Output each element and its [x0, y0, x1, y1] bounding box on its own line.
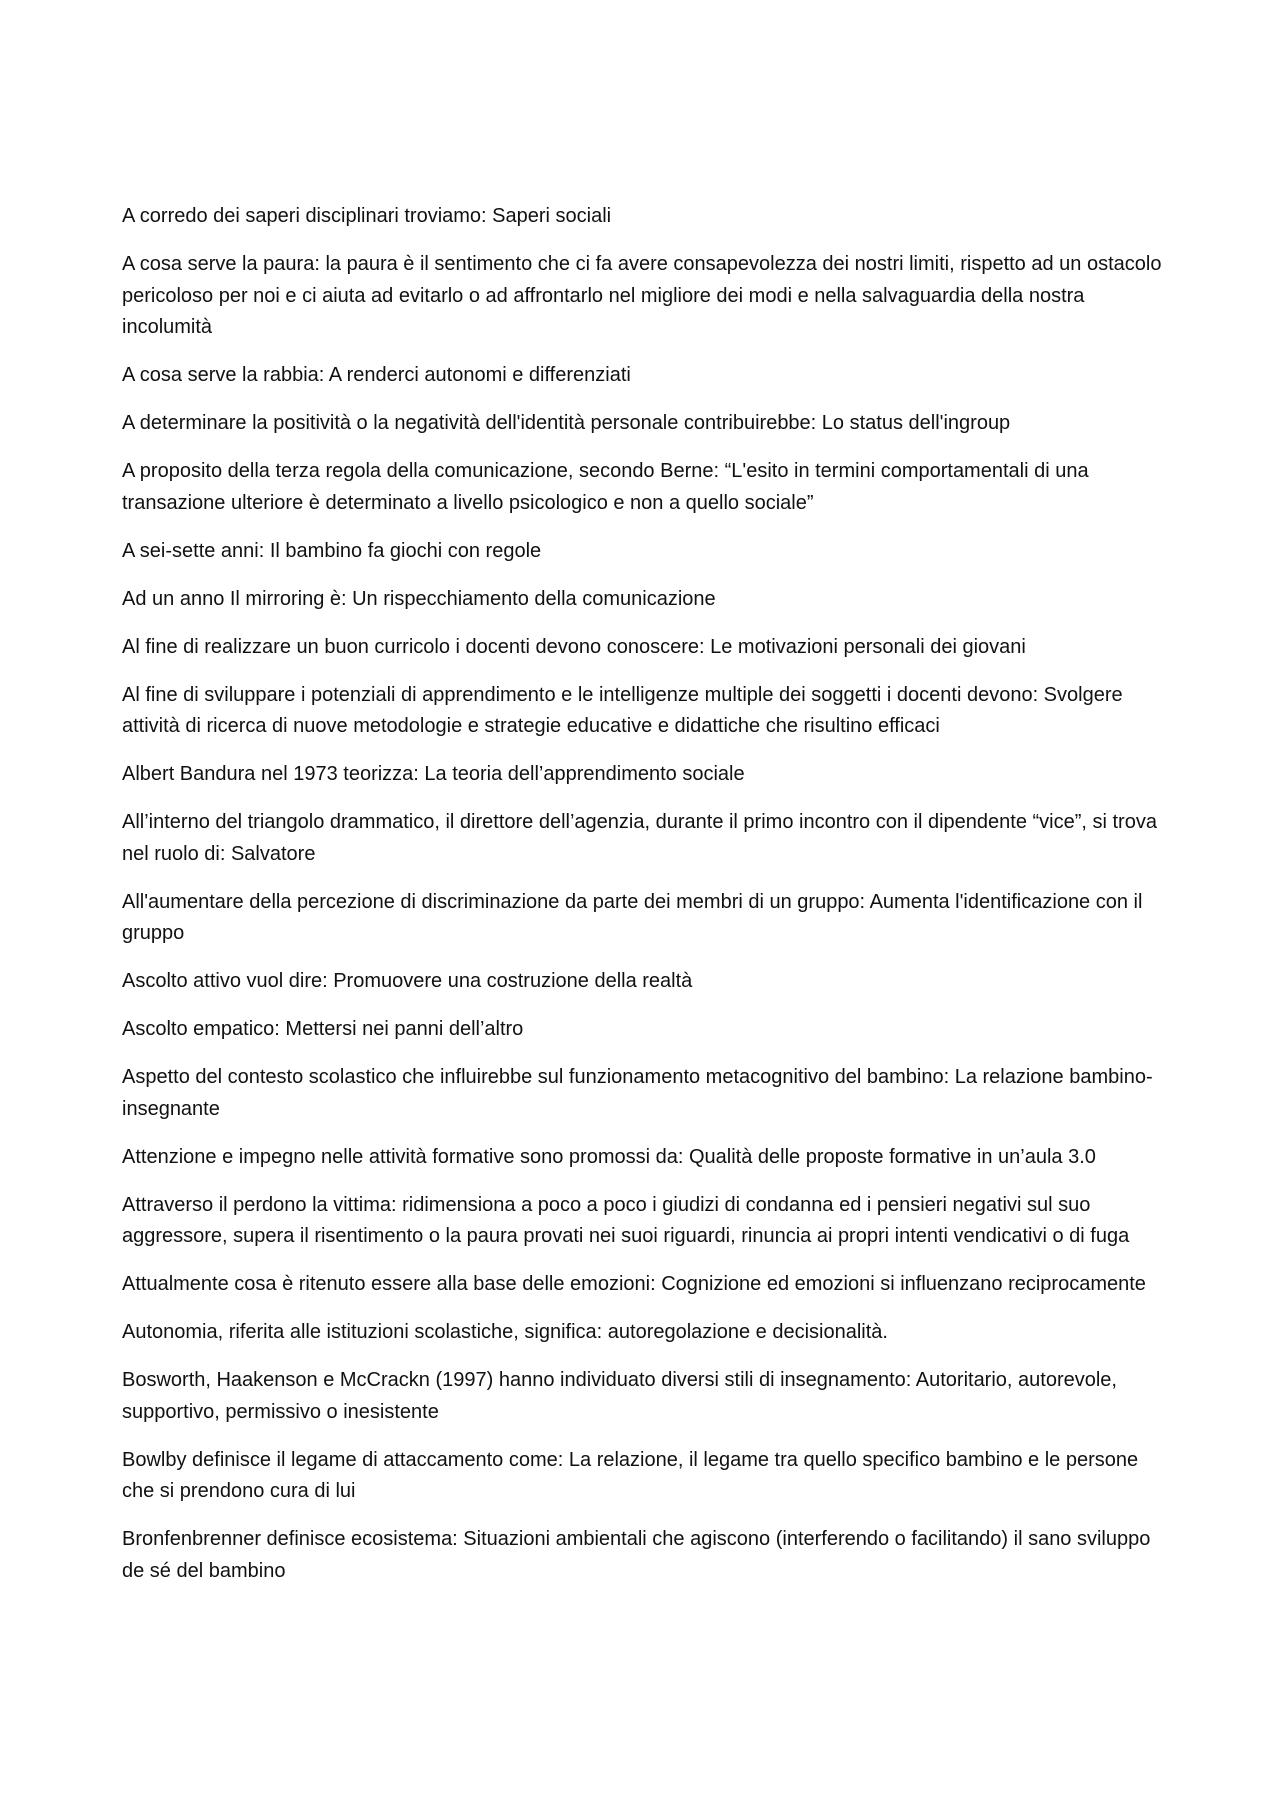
paragraph: Bowlby definisce il legame di attaccamento come: La relazione, il legame tra quello specifico bambino e le persone che si prendono cura di lui	[122, 1448, 1139, 1502]
document-body	[122, 201, 1172, 1604]
paragraph: Al fine di realizzare un buon curricolo i docenti devono conoscere: Le motivazioni personali dei giovani	[122, 635, 1026, 658]
paragraph: A sei-sette anni: Il bambino fa giochi con regole	[122, 539, 542, 562]
paragraph: Autonomia, riferita alle istituzioni scolastiche, significa: autoregolazione e decisionalità.	[122, 1321, 888, 1343]
paragraph: Al fine di sviluppare i potenziali di apprendimento e le intelligenze multiple dei soggetti i docenti devono: Svolgere attività di ricerca di nuove metodologie e strategie educative e didattiche che risultino efficaci	[122, 683, 1123, 737]
paragraph: Ad un anno Il mirroring è: Un rispecchiamento della comunicazione	[122, 587, 716, 610]
paragraph: A cosa serve la rabbia: A renderci autonomi e differenziati	[122, 364, 631, 386]
paragraph: All'aumentare della percezione di discriminazione da parte dei membri di un gruppo: Aumenta l'identificazione con il gruppo	[122, 890, 1143, 944]
paragraph: Aspetto del contesto scolastico che influirebbe sul funzionamento metacognitivo del bambino: La relazione bambino-insegnante	[122, 1066, 1153, 1120]
paragraph: Attenzione e impegno nelle attività formative sono promossi da: Qualità delle proposte formative in un’aula 3.0	[122, 1145, 1096, 1168]
paragraph: Attraverso il perdono la vittima: ridimensiona a poco a poco i giudizi di condanna ed i pensieri negativi sul suo aggressore, supera il risentimento o la paura provati nei suoi riguardi, rinuncia ai propri intenti vendicativi o di fuga	[122, 1193, 1130, 1247]
paragraph: A proposito della terza regola della comunicazione, secondo Berne: “L'esito in termini comportamentali di una transazione ulteriore è determinato a livello psicologico e non a quello sociale”	[122, 460, 1089, 514]
paragraph: All’interno del triangolo drammatico, il direttore dell’agenzia, durante il primo incontro con il dipendente “vice”, si trova nel ruolo di: Salvatore	[122, 811, 1157, 865]
paragraph: Albert Bandura nel 1973 teorizza: La teoria dell’apprendimento sociale	[122, 763, 745, 785]
paragraph: Attualmente cosa è ritenuto essere alla base delle emozioni: Cognizione ed emozioni si influenzano reciprocamente	[122, 1273, 1146, 1295]
paragraph: A determinare la positività o la negatività dell'identità personale contribuirebbe: Lo status dell'ingroup	[122, 412, 1011, 434]
paragraph: Ascolto empatico: Mettersi nei panni dell’altro	[122, 1018, 524, 1040]
paragraph: Ascolto attivo vuol dire: Promuovere una costruzione della realtà	[122, 970, 693, 992]
paragraph: A corredo dei saperi disciplinari troviamo: Saperi sociali	[122, 205, 612, 227]
paragraph: Bronfenbrenner definisce ecosistema: Situazioni ambientali che agiscono (interferendo o facilitando) il sano sviluppo de sé del bambino	[122, 1528, 1151, 1582]
paragraph: A cosa serve la paura: la paura è il sentimento che ci fa avere consapevolezza dei nostri limiti, rispetto ad un ostacolo pericoloso per noi e ci aiuta ad evitarlo o ad affrontarlo nel migliore dei modi e nella salvaguardia della nostra incolumità	[122, 253, 1162, 338]
paragraph: Bosworth, Haakenson e McCrackn (1997) hanno individuato diversi stili di insegnamento: Autoritario, autorevole, supportivo, permissivo o inesistente	[122, 1369, 1117, 1423]
